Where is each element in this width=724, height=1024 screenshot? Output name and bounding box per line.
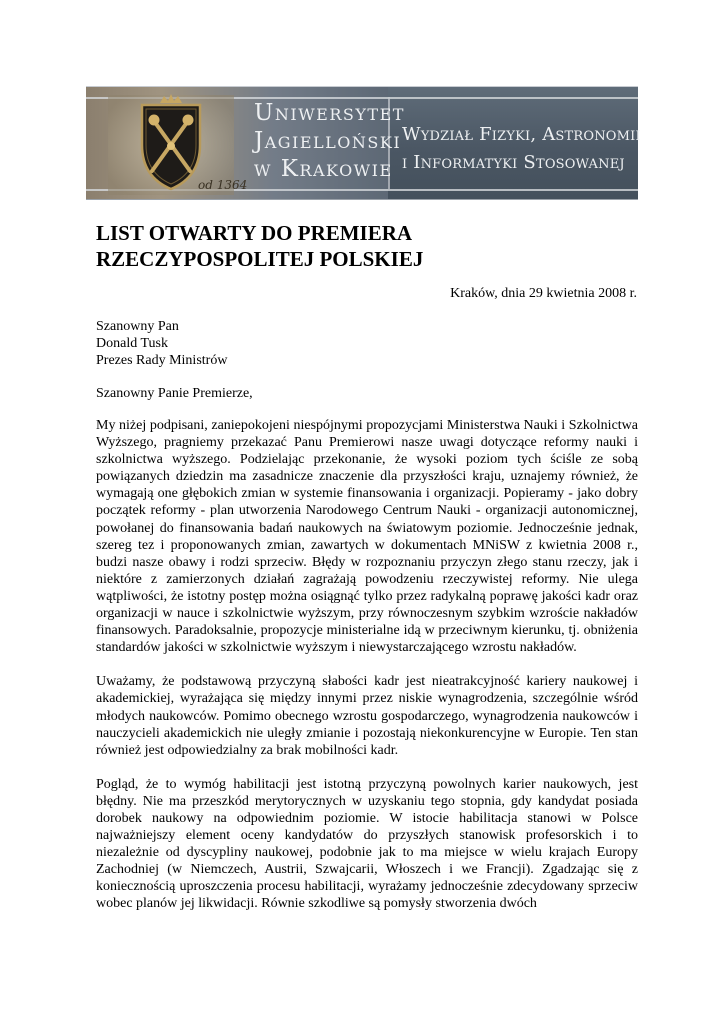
- faculty-name-line-2: i Informatyki Stosowanej: [402, 152, 625, 173]
- addressee-line-3: Prezes Rady Ministrów: [96, 353, 228, 368]
- university-crest-logo: [102, 93, 248, 197]
- faculty-header-banner: [86, 86, 641, 200]
- addressee-block: [96, 318, 227, 369]
- university-name-line-2: Jagielloński: [254, 128, 402, 154]
- university-name-line-1: Uniwersytet: [254, 100, 405, 126]
- letter-title: [96, 220, 423, 272]
- addressee-line-2: Donald Tusk: [96, 336, 168, 351]
- letter-date: Kraków, dnia 29 kwietnia 2008 r.: [450, 286, 637, 301]
- seal-date-label: od 1364: [198, 178, 248, 192]
- body-paragraph-2: Uważamy, że podstawową przyczyną słabości kadr jest nieatrakcyjność kariery naukowej i akademickiej, wyrażająca się między innymi przez niskie wynagrodzenia, szczególnie wśród młodych naukowców. Pomimo obecnego wzrostu gospodarczego, wynagrodzenia naukowców i nauczycieli akademickich nie uległy zmianie i pozostają niekonkurencyjne w Europie. Ten stan również jest odpowiedzialny za brak mobilności kadr.: [96, 674, 638, 758]
- university-name: [254, 99, 405, 183]
- body-paragraph-3: Pogląd, że to wymóg habilitacji jest istotną przyczyną powolnych karier naukowych, jest błędny. Nie ma przeszkód merytorycznych w uzyskaniu tego stopnia, gdy kandydat posiada dorobek naukowy na odpowiednim poziomie. W istocie habilitacja stanowi w Polsce najważniejszy element oceny kandydatów do przyszłych stanowisk profesorskich i to niezależnie od dyscypliny naukowej, podobnie jak to ma miejsce w wielu krajach Europy Zachodniej (w Niemczech, Austrii, Szwajcarii, Włoszech i we Francji). Zgadzając się z koniecznością uproszczenia procesu habilitacji, wyrażamy jednocześnie zdecydowany sprzeciw wobec planów jej likwidacji. Równie szkodliwe są pomysły stworzenia dwóch: [96, 776, 638, 912]
- university-name-line-3: w Krakowie: [254, 156, 393, 182]
- letter-title-line-2: RZECZYPOSPOLITEJ POLSKIEJ: [96, 247, 424, 271]
- crest-seal-text: [198, 178, 247, 192]
- faculty-name: [402, 121, 641, 177]
- letter-body: [96, 417, 638, 930]
- letter-title-line-1: LIST OTWARTY DO PREMIERA: [96, 221, 413, 245]
- faculty-name-line-1: Wydział Fizyki, Astronomii: [402, 124, 641, 145]
- body-paragraph-1: My niżej podpisani, zaniepokojeni niespójnymi propozycjami Ministerstwa Nauki i Szkolnictwa Wyższego, pragniemy przekazać Panu Premierowi nasze uwagi dotyczące reformy nauki i szkolnictwa wyższego. Podzielając przekonanie, że wysoki poziom tych ściśle ze sobą powiązanych dziedzin ma zasadnicze znaczenie dla przyszłości kraju, uznajemy również, że wymagają one głębokich zmian w systemie finansowania i organizacji. Popieramy - jako dobry początek reformy - plan utworzenia Narodowego Centrum Nauki - organizacji autonomicznej, powołanej do finansowania badań naukowych na światowym poziomie. Jednocześnie jednak, szereg tez i proponowanych zmian, zawartych w dokumentach MNiSW z kwietnia 2008 r., budzi nasze obawy i rodzi sprzeciw. Błędy w rozpoznaniu przyczyn złego stanu rzeczy, jak i niektóre z zamierzonych działań zagrażają powodzeniu rzeczywistej reformy. Nie ulega wątpliwości, że istotny postęp można osiągnąć tylko przez radykalną poprawę jakości kadr oraz organizacji w nauce i szkolnictwie wyższym, przy równoczesnym szybkim wzroście nakładów finansowych. Paradoksalnie, propozycje ministerialne idą w przeciwnym kierunku, tj. obniżenia standardów jakości w szkolnictwie wyższym i niewystarczającego wzrostu nakładów.: [96, 418, 638, 656]
- salutation: Szanowny Panie Premierze,: [96, 386, 253, 401]
- addressee-line-1: Szanowny Pan: [96, 319, 179, 334]
